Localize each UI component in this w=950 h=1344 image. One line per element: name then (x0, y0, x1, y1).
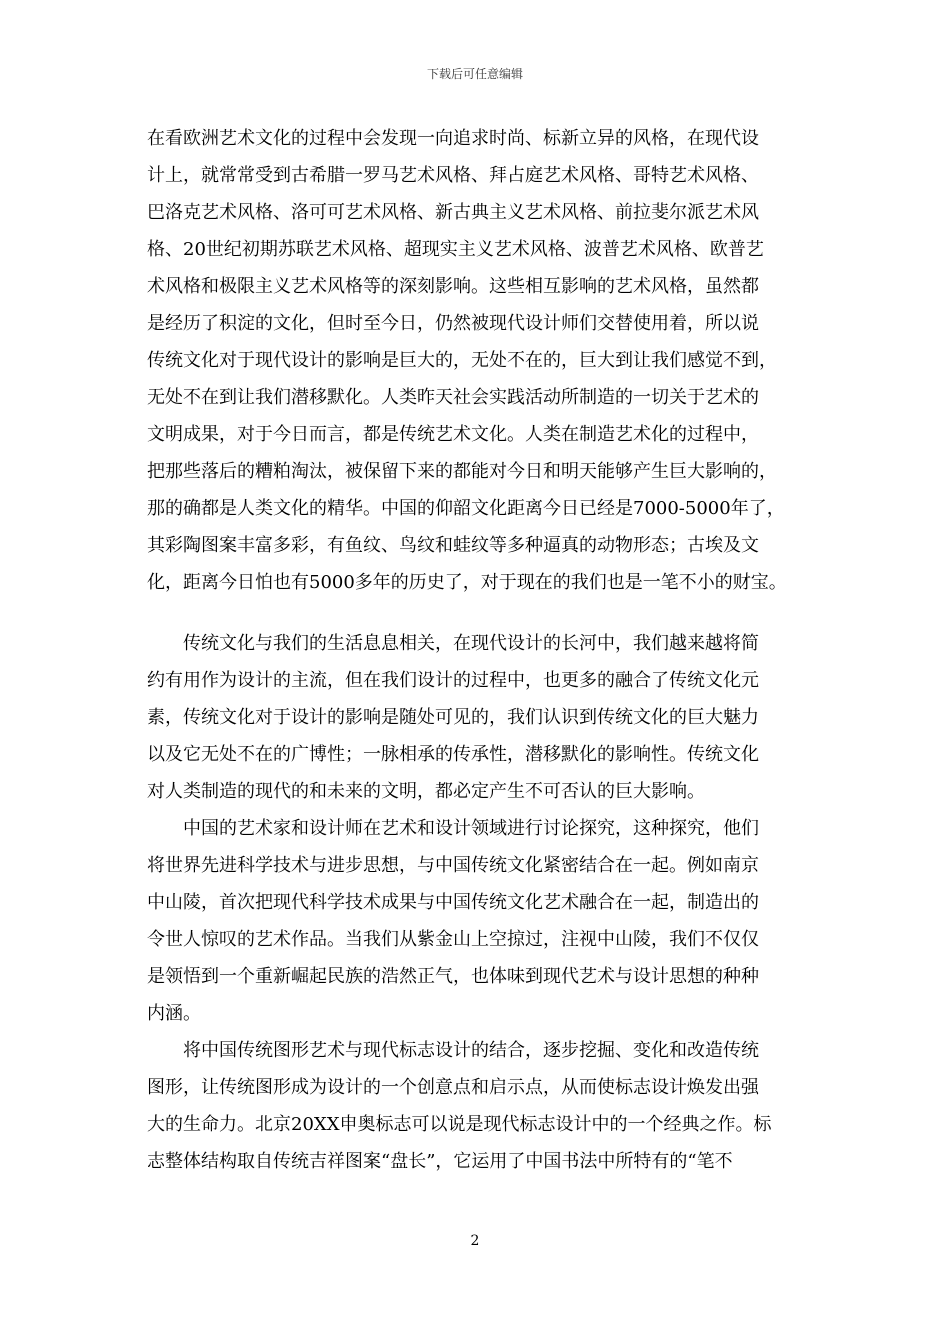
text-line: 其彩陶图案丰富多彩，有鱼纹、鸟纹和蛙纹等多种逼真的动物形态；古埃及文 (147, 535, 759, 556)
text-line: 中国的艺术家和设计师在艺术和设计领域进行讨论探究，这种探究，他们 (183, 818, 759, 839)
text-line: 格、20世纪初期苏联艺术风格、超现实主义艺术风格、波普艺术风格、欧普艺 (147, 239, 764, 260)
paragraph-4 (147, 1032, 807, 1180)
text-line: 那的确都是人类文化的精华。中国的仰韶文化距离今日已经是7000-5000年了， (147, 498, 785, 519)
paragraph-spacer (147, 601, 807, 625)
text-line: 将中国传统图形艺术与现代标志设计的结合，逐步挖掘、变化和改造传统 (183, 1040, 759, 1061)
paragraph-1 (147, 120, 807, 601)
page-header: 下载后可任意编辑 (426, 67, 523, 81)
text-line: 是领悟到一个重新崛起民族的浩然正气，也体味到现代艺术与设计思想的种种 (147, 966, 759, 987)
text-line: 以及它无处不在的广博性；一脉相承的传承性，潜移默化的影响性。传统文化 (147, 744, 759, 765)
text-line: 文明成果，对于今日而言，都是传统艺术文化。人类在制造艺术化的过程中， (147, 424, 759, 445)
text-line: 将世界先进科学技术与进步思想，与中国传统文化紧密结合在一起。例如南京 (147, 855, 759, 876)
text-line: 是经历了积淀的文化，但时至今日，仍然被现代设计师们交替使用着，所以说 (147, 313, 759, 334)
text-line: 把那些落后的糟粕淘汰，被保留下来的都能对今日和明天能够产生巨大影响的， (147, 461, 777, 482)
document-body (147, 120, 807, 1180)
text-line: 志整体结构取自传统吉祥图案“盘长”，它运用了中国书法中所特有的“笔不 (147, 1151, 733, 1172)
text-line: 传统文化与我们的生活息息相关，在现代设计的长河中，我们越来越将简 (183, 633, 759, 654)
text-line: 计上，就常常受到古希腊一罗马艺术风格、拜占庭艺术风格、哥特艺术风格、 (147, 165, 759, 186)
text-line: 化，距离今日怕也有5000多年的历史了，对于现在的我们也是一笔不小的财宝。 (147, 572, 787, 593)
text-line: 术风格和极限主义艺术风格等的深刻影响。这些相互影响的艺术风格，虽然都 (147, 276, 759, 297)
text-line: 大的生命力。北京20XX申奥标志可以说是现代标志设计中的一个经典之作。标 (147, 1114, 772, 1135)
text-line: 传统文化对于现代设计的影响是巨大的，无处不在的，巨大到让我们感觉不到， (147, 350, 777, 371)
page-number: 2 (470, 1233, 480, 1249)
text-line: 中山陵，首次把现代科学技术成果与中国传统文化艺术融合在一起，制造出的 (147, 892, 759, 913)
text-line: 图形，让传统图形成为设计的一个创意点和启示点，从而使标志设计焕发出强 (147, 1077, 759, 1098)
text-line: 素，传统文化对于设计的影响是随处可见的，我们认识到传统文化的巨大魅力 (147, 707, 759, 728)
text-line: 在看欧洲艺术文化的过程中会发现一向追求时尚、标新立异的风格，在现代设 (147, 128, 759, 149)
text-line: 令世人惊叹的艺术作品。当我们从紫金山上空掠过，注视中山陵，我们不仅仅 (147, 929, 759, 950)
text-line: 巴洛克艺术风格、洛可可艺术风格、新古典主义艺术风格、前拉斐尔派艺术风 (147, 202, 759, 223)
text-line: 对人类制造的现代的和未来的文明，都必定产生不可否认的巨大影响。 (147, 781, 705, 802)
paragraph-2 (147, 625, 807, 810)
paragraph-3 (147, 810, 807, 1032)
text-line: 内涵。 (147, 1003, 201, 1024)
text-line: 无处不在到让我们潜移默化。人类昨天社会实践活动所制造的一切关于艺术的 (147, 387, 759, 408)
text-line: 约有用作为设计的主流，但在我们设计的过程中，也更多的融合了传统文化元 (147, 670, 759, 691)
